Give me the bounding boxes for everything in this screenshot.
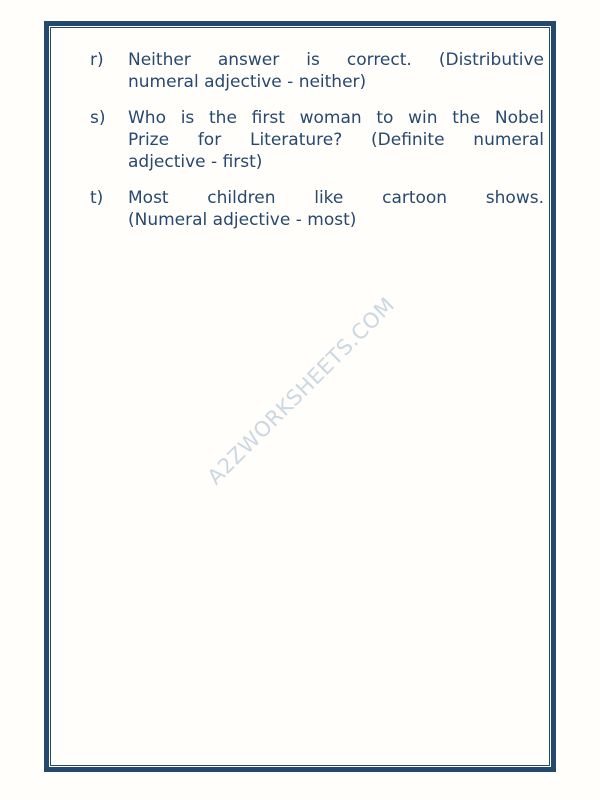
worksheet-content (51, 28, 549, 765)
text-line: Who is the first woman to win the Nobel (128, 108, 544, 128)
text-line: Most children like cartoon shows. (128, 188, 544, 208)
item-label: t) (90, 188, 104, 208)
text-line: numeral adjective - neither) (128, 72, 367, 92)
text-line: (Numeral adjective - most) (128, 210, 357, 230)
item-label: r) (90, 50, 104, 70)
item-label: s) (90, 108, 106, 128)
text-line: adjective - first) (128, 152, 263, 172)
answer-item-t (90, 187, 544, 231)
text-line: Neither answer is correct. (Distributive (128, 50, 544, 70)
item-text (128, 187, 544, 231)
page-inner-border (50, 27, 550, 766)
answer-item-s (90, 107, 544, 173)
answer-item-r (90, 49, 544, 93)
item-text (128, 107, 544, 173)
watermark-text: A2ZWORKSHEETS.COM (202, 292, 400, 490)
page-border-frame (44, 21, 556, 772)
item-text (128, 49, 544, 93)
text-line: Prize for Literature? (Definite numeral (128, 130, 544, 150)
